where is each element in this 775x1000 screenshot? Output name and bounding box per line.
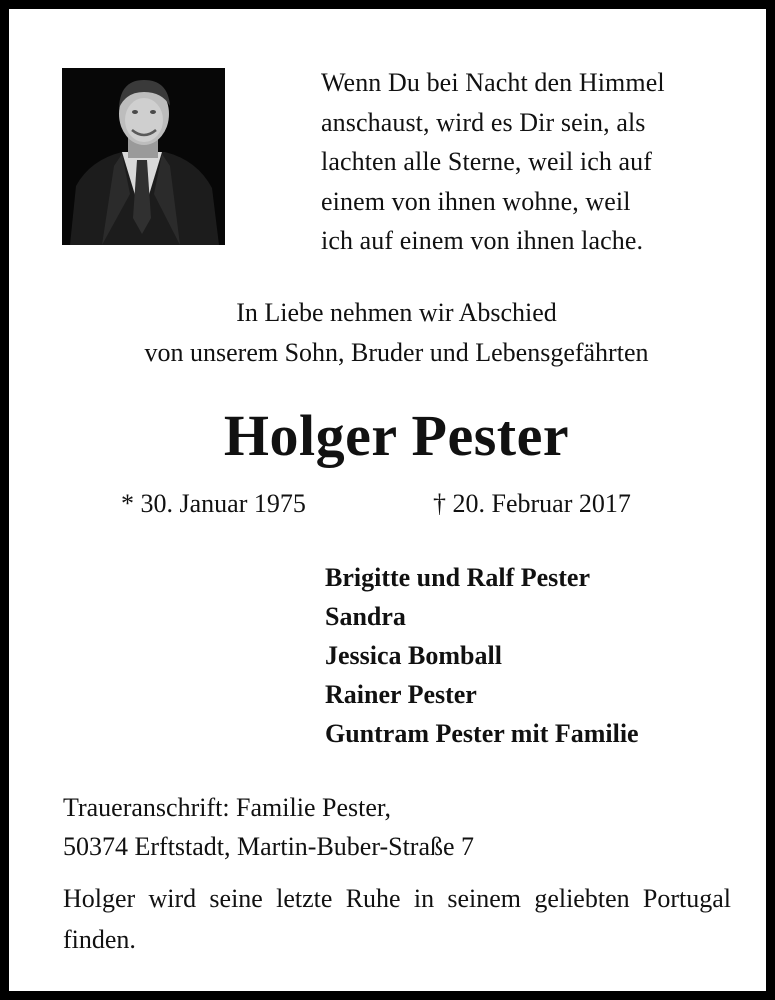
poem-line: Wenn Du bei Nacht den Himmel — [321, 68, 665, 97]
poem-line: lachten alle Sterne, weil ich auf — [321, 147, 653, 176]
address-line: Traueranschrift: Familie Pester, — [63, 793, 391, 822]
death-date: † 20. Februar 2017 — [433, 489, 631, 518]
birth-date: * 30. Januar 1975 — [121, 489, 306, 518]
poem-line: einem von ihnen wohne, weil — [321, 186, 631, 216]
address-line: 50374 Erftstadt, Martin-Buber-Straße 7 — [63, 832, 475, 861]
mourners-list — [325, 558, 639, 753]
mourner: Rainer Pester — [325, 680, 477, 709]
closing-note: Holger wird seine letzte Ruhe in seinem geliebten Portugal finden. — [63, 884, 731, 954]
intro-line: von unserem Sohn, Bruder und Lebensgefährten — [144, 338, 649, 367]
poem-line: anschaust, wird es Dir sein, als — [321, 107, 646, 137]
portrait-photo — [62, 68, 225, 245]
mourner: Sandra — [325, 602, 406, 631]
mourner: Guntram Pester mit Familie — [325, 719, 639, 748]
mourning-address — [63, 788, 474, 866]
intro-line: In Liebe nehmen wir Abschied — [236, 298, 557, 327]
mourner: Jessica Bomball — [325, 641, 502, 670]
deceased-name: Holger Pester — [223, 403, 570, 468]
poem-line: ich auf einem von ihnen lache. — [321, 226, 644, 255]
portrait-image — [62, 68, 225, 245]
poem — [321, 63, 741, 261]
mourner: Brigitte und Ralf Pester — [325, 563, 591, 592]
farewell-intro — [9, 293, 775, 373]
